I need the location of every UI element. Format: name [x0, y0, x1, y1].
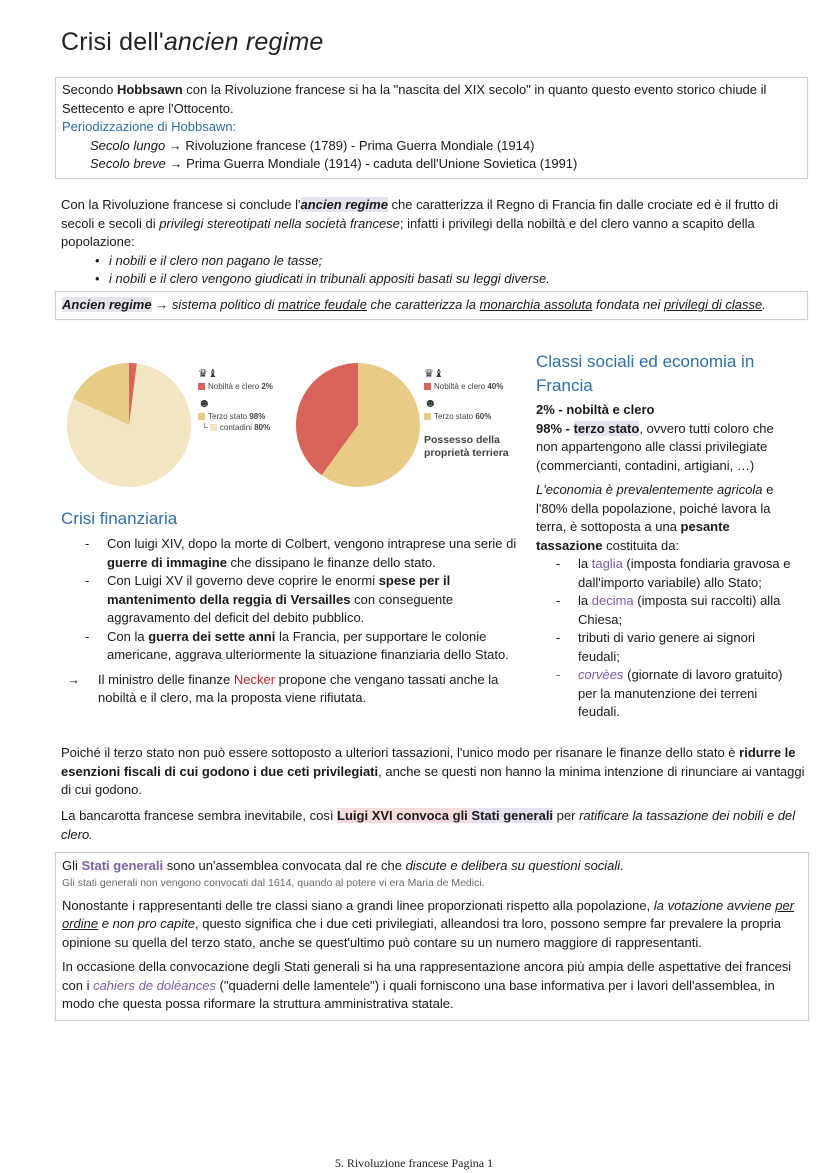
list-item: - corvèes (giornate di lavoro gratuito) per la manutenzione dei terreni feudali.: [556, 667, 783, 719]
crown-icon: ♛♝: [198, 368, 218, 380]
person-icon: ☻: [424, 396, 437, 410]
list-item: - Con la guerra dei sette anni la Francia, per supportare le colonie americane, aggrava ulteriormente la situazione finanziaria dello Stato.: [85, 628, 509, 662]
legend-item: Nobiltà e clero 2%: [198, 381, 273, 392]
necker-note: → Il ministro delle finanze Necker propone che vengano tassati anche la nobiltà e il clero, ma la proposta viene rifiutata.: [67, 671, 499, 705]
classi-heading: Classi sociali ed economia in Francia: [536, 352, 755, 395]
ancien-regime-paragraph: Con la Rivoluzione francese si conclude l'ancien regime che caratterizza il Regno di Francia fin dalle crociate ed è il frutto di secoli e secoli di privilegi stereotipati nella società francese; infatti i privilegi della nobiltà e del clero vanno a scapito della popolazione: • i nobili e il clero non pagano le tasse; • i nobili e il clero vengono giudicati in tribunali appositi basati su leggi diverse.: [61, 196, 791, 289]
period-item: Secolo lungo → Rivoluzione francese (1789) - Prima Guerra Mondiale (1914): [90, 137, 535, 153]
periodization-label: Periodizzazione di Hobbsawn:: [62, 119, 237, 134]
list-item: - tributi di vario genere ai signori feudali;: [556, 630, 756, 664]
crisi-heading: Crisi finanziaria: [61, 509, 178, 528]
list-item: • i nobili e il clero vengono giudicati in tribunali appositi basati su leggi diverse.: [95, 270, 791, 289]
historical-note: Gli stati generali non vengono convocati dal 1614, quando al potere vi era Maria de Medici.: [62, 876, 485, 889]
list-item: - Con luigi XIV, dopo la morte di Colbert, vengono intraprese una serie di guerre di immagine che dissipano le finanze dello stato.: [85, 536, 517, 570]
hobbsawn-box: [55, 77, 808, 179]
title-italic: ancien regime: [163, 28, 324, 56]
list-item: • i nobili e il clero non pagano le tasse;: [95, 252, 791, 271]
pie2-legend: [424, 368, 519, 460]
page-title: [61, 26, 323, 58]
classi-sociali-section: Classi sociali ed economia in Francia 2% - nobiltà e clero 98% - terzo stato, ovvero tutti coloro che non appartengono alle classi privilegiate (commercianti, contadini, artigiani, …) L'economia è prevalentemente agricola e l'80% della popolazione, poiché lavora la terra, è sottoposta a una pesante tassazione costituita da: - la taglia (imposta fondiaria gravosa e dall'importo variabile) allo Stato; - la decima (imposta sui raccolti) alla Chiesa; - tributi di vario genere ai signori feudali; - corvèes (giornate di lavoro gratuito) per la manutenzione dei terreni feudali.: [536, 350, 798, 722]
period-item: Secolo breve → Prima Guerra Mondiale (1914) - caduta dell'Unione Sovietica (1991): [90, 156, 578, 171]
title-prefix: Crisi dell': [61, 28, 164, 56]
arrow-icon: →: [67, 671, 80, 687]
crisi-finanziaria-section: [61, 507, 529, 708]
crown-icon: ♛♝: [424, 368, 444, 380]
bancarotta-paragraph: La bancarotta francese sembra inevitabile, così Luigi XVI convoca gli Stati generali per ratificare la tassazione dei nobili e del clero.: [61, 808, 796, 842]
tax-exemption-paragraph: Poiché il terzo stato non può essere sottoposto a ulteriori tassazioni, l'unico modo per risanare le finanze dello stato è ridurre le esenzioni fiscali di cui godono i due ceti privilegiati, anche se questi non hanno la minima intenzione di rinunciare ai vantaggi di cui godono.: [61, 745, 805, 797]
page-footer: 5. Rivoluzione francese Pagina 1: [334, 1156, 494, 1170]
person-icon: ☻: [198, 396, 211, 410]
pie1-legend: [198, 368, 273, 433]
list-item: - la taglia (imposta fondiaria gravosa e dall'importo variabile) allo Stato;: [556, 556, 791, 590]
legend-item: Nobiltà e clero 40%: [424, 381, 519, 392]
list-item: - Con Luigi XV il governo deve coprire le enormi spese per il mantenimento della reggia di Versailles con conseguente aggravamento del deficit del debito pubblico.: [85, 573, 454, 625]
list-item: - la decima (imposta sui raccolti) alla Chiesa;: [556, 593, 781, 627]
hobbsawn-text: Secondo Hobbsawn con la Rivoluzione francese si ha la "nascita del XIX secolo" in quanto questo evento storico chiude il Settecento e apre l'Ottocento.: [62, 82, 767, 116]
definition-box: Ancien regime → sistema politico di matrice feudale che caratterizza la monarchia assoluta fondata nei privilegi di classe.: [55, 291, 808, 320]
legend-item: Terzo stato 60%: [424, 411, 519, 422]
taxes-list: [536, 555, 798, 722]
stati-generali-box: Gli Stati generali sono un'assemblea convocata dal re che discute e delibera su questioni sociali. Gli stati generali non vengono convocati dal 1614, quando al potere vi era Maria de Medici. Nonostante i rappresentanti delle tre classi siano a grandi linee proporzionati rispetto alla popolazione, la votazione avviene per ordine e non pro capite, questo significa che i due ceti privilegiati, alleandosi tra loro, possono sempre far prevalere la propria opinione su quella del terzo stato, anche se quest'ultimo può contare su un numero maggiore di rappresentanti. In occasione della convocazione degli Stati generali si ha una rappresentazione ancora più ampia delle aspettative dei francesi con i cahiers de doléances ("quaderni delle lamentele") i quali forniscono una base informativa per i lavori dell'assemblea, in modo che questa possa riformare la struttura amministrativa statale.: [55, 852, 809, 1021]
population-pie-chart: [64, 360, 194, 490]
crisi-list: [61, 535, 529, 665]
legend-item: └ contadini 80%: [202, 423, 271, 432]
land-ownership-pie-chart: [293, 360, 423, 490]
legend-item: Terzo stato 98%: [198, 411, 273, 422]
privileges-list: [61, 252, 791, 289]
pie2-caption: Possesso della proprietà terriera: [424, 434, 509, 459]
